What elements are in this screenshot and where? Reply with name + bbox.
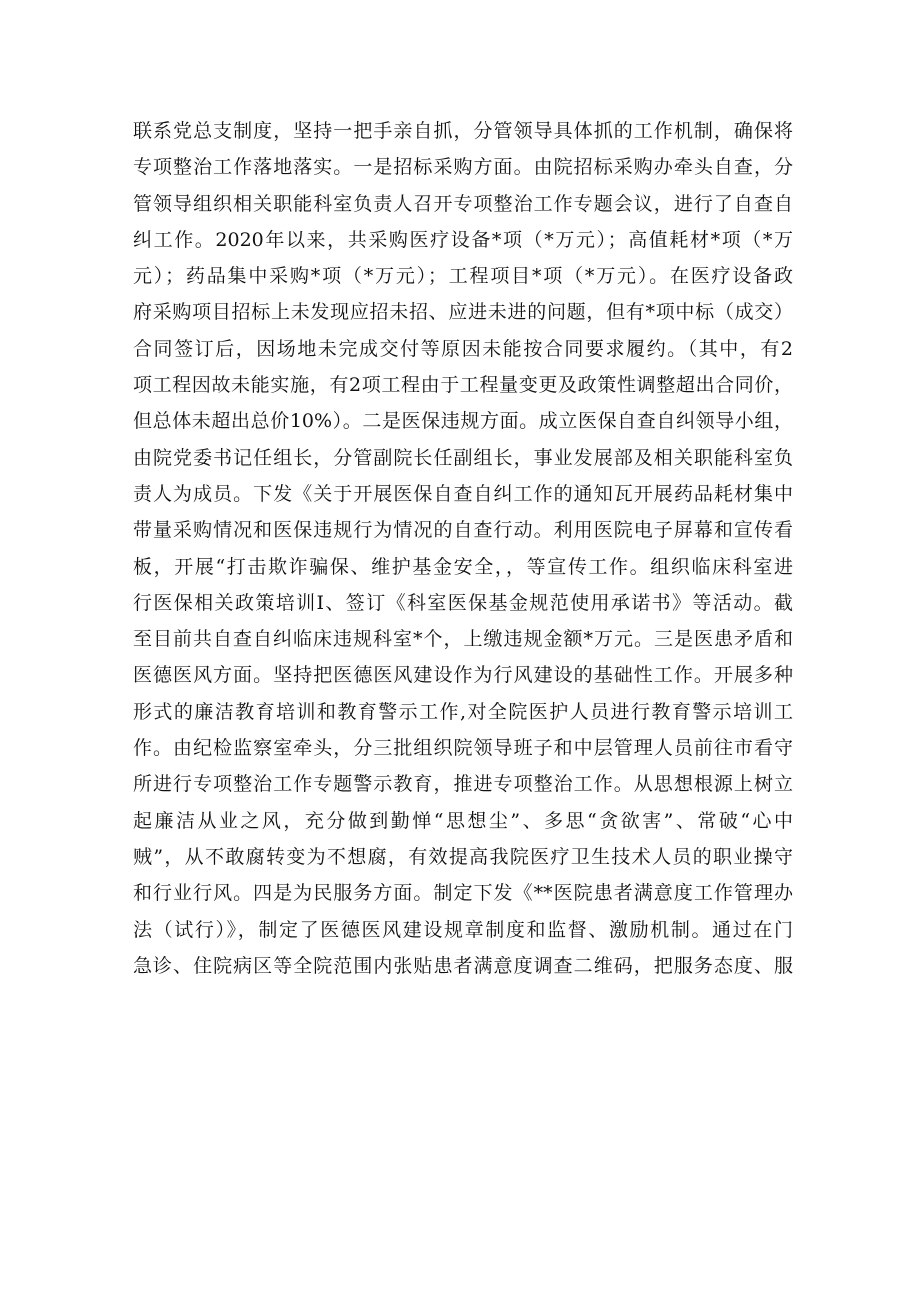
text-line: 起廉洁从业之风，充分做到勤惮“思想尘”、多思“贪欲害”、常破“心中 bbox=[133, 809, 793, 832]
text-line: 带量采购情况和医保违规行为情况的自查行动。利用医院电子屏幕和宣传看 bbox=[133, 519, 793, 542]
text-line: 由院党委书记任组长，分管副院长任副组长，事业发展部及相关职能科室负 bbox=[133, 446, 793, 469]
text-line: 府采购项目招标上未发现应招未招、应进未进的问题，但有*项中标（成交） bbox=[133, 301, 793, 324]
text-line: 至目前共自查自纠临床违规科室*个，上缴违规金额*万元。三是医患矛盾和 bbox=[133, 628, 793, 651]
text-line: 行医保相关政策培训I、签订《科室医保基金规范使用承诺书》等活动。截 bbox=[133, 591, 793, 614]
text-line: 急诊、住院病区等全院范围内张贴患者满意度调查二维码，把服务态度、服 bbox=[133, 954, 793, 977]
text-line: 合同签订后，因场地未完成交付等原因未能按合同要求履约。（其中，有2 bbox=[133, 337, 793, 360]
text-line: 板，开展“打击欺诈骗保、维护基金安全，，等宣传工作。组织临床科室进 bbox=[133, 555, 793, 578]
text-line: 所进行专项整治工作专题警示教育，推进专项整治工作。从思想根源上树立 bbox=[133, 773, 793, 796]
text-line: 责人为成员。下发《关于开展医保自查自纠工作的通知瓦开展药品耗材集中 bbox=[133, 482, 793, 505]
text-line: 医德医风方面。坚持把医德医风建设作为行风建设的基础性工作。开展多种 bbox=[133, 664, 793, 687]
text-line: 项工程因故未能实施，有2项工程由于工程量变更及政策性调整超出合同价， bbox=[133, 374, 793, 397]
text-line: 和行业行风。四是为民服务方面。制定下发《**医院患者满意度工作管理办 bbox=[133, 882, 793, 905]
text-line: 但总体未超出总价10%）。二是医保违规方面。成立医保自查自纠领导小组， bbox=[133, 410, 793, 433]
text-line: 联系党总支制度，坚持一把手亲自抓，分管领导具体抓的工作机制，确保将 bbox=[133, 120, 793, 142]
text-line: 专项整治工作落地落实。一是招标采购方面。由院招标采购办牵头自查，分 bbox=[133, 156, 793, 179]
text-line: 法（试行）》，制定了医德医风建设规章制度和监督、激励机制。通过在门 bbox=[133, 918, 793, 941]
text-line: 元）；药品集中采购*项（*万元）；工程项目*项（*万元）。在医疗设备政 bbox=[133, 265, 793, 288]
text-line: 管领导组织相关职能科室负责人召开专项整治工作专题会议，进行了自查自 bbox=[133, 192, 793, 215]
text-line: 作。由纪检监察室牵头，分三批组织院领导班子和中层管理人员前往市看守 bbox=[133, 737, 793, 760]
body-paragraph bbox=[133, 113, 793, 984]
text-line: 贼”，从不敢腐转变为不想腐，有效提高我院医疗卫生技术人员的职业操守 bbox=[133, 845, 793, 868]
text-line: 形式的廉洁教育培训和教育警示工作,对全院医护人员进行教育警示培训工 bbox=[133, 700, 793, 723]
text-line: 纠工作。2020年以来，共采购医疗设备*项（*万元）；高值耗材*项（*万 bbox=[133, 228, 793, 251]
